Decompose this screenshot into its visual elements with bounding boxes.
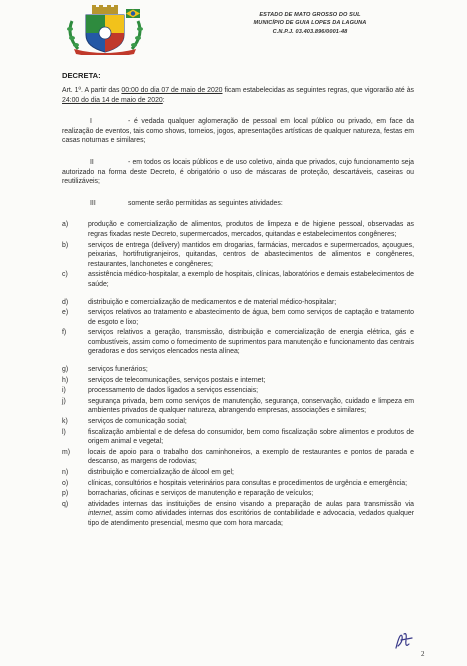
list-item: i) processamento de dados ligados a serviços essenciais; <box>62 387 259 395</box>
end-date: 24:00 do dia 14 de maio de 2020 <box>62 96 163 104</box>
list-item: f) serviços relativos a geração, transmissão, distribuição e comercialização de energia elétrica, gás e combustíveis, assim como o fornecimento de suprimentos para manutenção e funcionamento das centrais geradoras e dos serviços elencados nesta alínea; <box>62 329 414 356</box>
list-item: d) distribuição e comercialização de medicamentos e de material médico-hospitalar; <box>62 298 337 306</box>
list-item: e) serviços relativos ao tratamento e abastecimento de água, bem como serviços de captação e tratamento de esgoto e lixo; <box>62 309 414 326</box>
decree-heading: DECRETA: <box>62 71 101 80</box>
signature-initials-icon <box>392 630 416 652</box>
list-item: l) fiscalização ambiental e de defesa do consumidor, bem como fiscalização sobre alimentos e produtos de origem animal e vegetal; <box>62 428 414 446</box>
clause-iii: III somente serão permitidas as seguintes atividades: <box>90 199 283 207</box>
cnpj-number: C.N.P.J. 03.403.896/0001-48 <box>272 28 348 35</box>
permitted-activities-list <box>62 220 414 528</box>
list-item: o) clínicas, consultórios e hospitais veterinários para consultas e procedimentos de urgência e emergência; <box>62 479 408 487</box>
list-item: b) serviços de entrega (delivery) mantidos em drogarias, farmácias, mercados e supermercados, açougues, peixarias, hortifrutigranjeiros, quitandas, centros de abastecimentos de alimentos e congêneres, restaurantes, lanchonetes e congêneres; <box>62 241 414 268</box>
clause-i: I - é vedada qualquer aglomeração de pessoal em local público ou privado, em face da realização de eventos, tais como shows, torneios, jogos, apresentações artísticas de qualquer natureza, festas em casas noturnas e similares; <box>62 118 414 145</box>
letterhead-text <box>200 11 420 36</box>
list-item: m) locais de apoio para o trabalho dos caminhoneiros, a exemplo de restaurantes e pontos de parada e descanso, as margens de rodovias; <box>62 448 414 466</box>
list-item: p) borracharias, oficinas e serviços de manutenção e reparação de veículos; <box>62 490 314 498</box>
letterhead <box>0 0 467 70</box>
list-item: g) serviços funerários; <box>62 366 148 374</box>
start-date: 00:00 do dia 07 de maio de 2020 <box>121 87 223 94</box>
list-item: n) distribuição e comercialização de álcool em gel; <box>62 469 234 476</box>
list-item: j) segurança privada, bem como serviços de manutenção, segurança, conservação, cuidado e limpeza em ambientes privados de qualquer natureza, abrangendo empresas, associações e similares; <box>62 397 414 415</box>
clause-ii: II - em todos os locais públicos e de uso coletivo, ainda que privados, cujo funcionamento seja autorizado na forma deste Decreto, é obrigatório o uso de máscaras de proteção, descartáveis, caseiras ou reutilizáveis; <box>62 158 414 186</box>
municipal-crest-icon <box>64 5 146 55</box>
decree-body <box>62 86 414 530</box>
list-item: c) assistência médico-hospitalar, a exemplo de hospitais, clínicas, laboratórios e demais estabelecimentos de saúde; <box>62 271 414 288</box>
article-1: Art. 1º. A partir das 00:00 do dia 07 de maio de 2020 ficam estabelecidas as seguintes regras, que vigorarão até às 24:00 do dia 14 de maio de 2020: <box>62 87 414 104</box>
list-item: h) serviços de telecomunicações, serviços postais e internet; <box>62 376 266 384</box>
municipality-name: MUNICÍPIO DE GUIA LOPES DA LAGUNA <box>253 20 367 27</box>
list-item: q) atividades internas das instituições de ensino visando a preparação de aulas para transmissão via internet, assim como atividades internas dos escritórios de contabilidade e advocacia, vedados qualquer tipo de atendimento presencial, mesmo que com hora marcada; <box>62 500 414 527</box>
list-item: a) produção e comercialização de alimentos, produtos de limpeza e de higiene pessoal, observadas as regras fixadas neste Decreto, supermercados, mercados, quitandas e estabelecimentos congêneres; <box>62 221 414 238</box>
list-item: k) serviços de comunicação social; <box>62 418 187 426</box>
state-name: ESTADO DE MATO GROSSO DO SUL <box>259 12 361 18</box>
page-number: 2 <box>421 650 425 658</box>
